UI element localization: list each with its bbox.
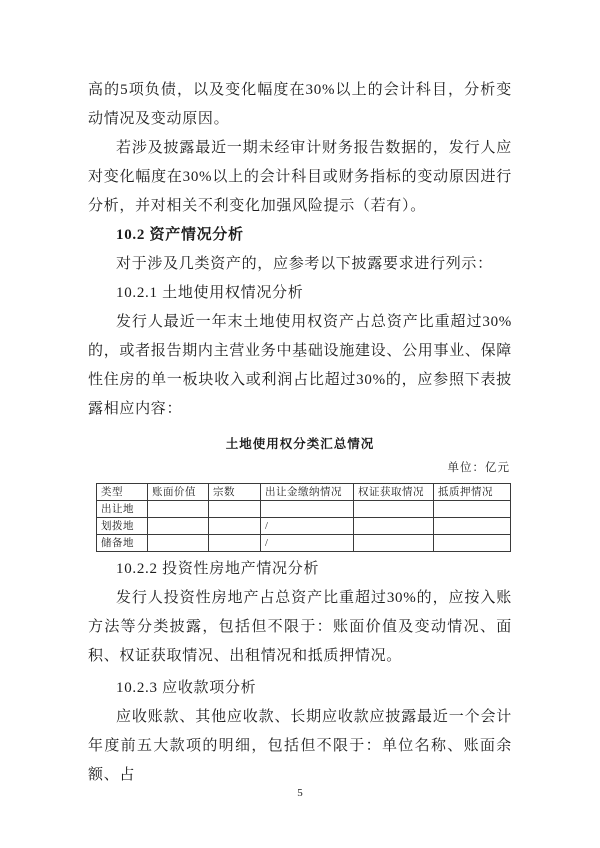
table-cell: / — [261, 535, 354, 552]
land-table-header-certificate: 权证获取情况 — [354, 484, 434, 501]
table-cell — [354, 501, 434, 518]
table-cell: / — [261, 518, 354, 535]
para-10-2-2: 发行人投资性房地产占总资产比重超过30%的，应按入账方法等分类披露，包括但不限于：账面价值及变动情况、面积、权证获取情况、出租情况和抵质押情况。 — [88, 590, 512, 664]
table-row — [97, 518, 511, 535]
land-table-header-row — [97, 484, 511, 501]
land-table-header-book-value: 账面价值 — [148, 484, 209, 501]
land-table-title: 土地使用权分类汇总情况 — [225, 437, 375, 451]
page-number: 5 — [297, 787, 303, 799]
table-cell — [148, 535, 209, 552]
table-cell — [209, 535, 261, 552]
heading-10-2-3: 10.2.3 应收款项分析 — [116, 680, 257, 696]
heading-10-2: 10.2 资产情况分析 — [116, 227, 244, 243]
table-cell: 出让地 — [97, 501, 148, 518]
table-row — [97, 501, 511, 518]
land-table-header-pledge: 抵质押情况 — [434, 484, 511, 501]
para-unaudited-data: 若涉及披露最近一期未经审计财务报告数据的，发行人应对变化幅度在30%以上的会计科目或财务指标的变动原因进行分析，并对相关不利变化加强风险提示（若有）。 — [88, 140, 512, 214]
table-cell — [261, 501, 354, 518]
table-cell: 划拨地 — [97, 518, 148, 535]
table-cell — [434, 501, 511, 518]
land-table-header-grant-fee: 出让金缴纳情况 — [261, 484, 354, 501]
table-cell: 储备地 — [97, 535, 148, 552]
land-table-header-parcel-count: 宗数 — [209, 484, 261, 501]
para-10-2-3: 应收账款、其他应收款、长期应收款应披露最近一个会计年度前五大款项的明细，包括但不限于：单位名称、账面余额、占 — [88, 709, 512, 783]
land-table-unit-label: 单位：亿元 — [447, 462, 510, 474]
land-table-body — [97, 501, 511, 552]
table-cell — [209, 501, 261, 518]
table-cell — [354, 535, 434, 552]
table-cell — [209, 518, 261, 535]
land-use-table — [96, 483, 511, 552]
heading-10-2-2: 10.2.2 投资性房地产情况分析 — [116, 561, 320, 577]
table-row — [97, 535, 511, 552]
document-content — [88, 76, 512, 790]
land-table-header-type: 类型 — [97, 484, 148, 501]
table-cell — [148, 518, 209, 535]
heading-10-2-1: 10.2.1 土地使用权情况分析 — [116, 285, 304, 301]
table-cell — [434, 518, 511, 535]
para-10-2-1: 发行人最近一年末土地使用权资产占总资产比重超过30%的，或者报告期内主营业务中基础设施建设、公用事业、保障性住房的单一板块收入或利润占比超过30%的，应参照下表披露相应内容： — [88, 314, 512, 417]
para-liabilities-continued: 高的5项负债，以及变化幅度在30%以上的会计科目，分析变动情况及变动原因。 — [88, 82, 512, 127]
table-cell — [148, 501, 209, 518]
para-10-2-intro: 对于涉及几类资产的，应参考以下披露要求进行列示： — [116, 256, 493, 272]
table-cell — [354, 518, 434, 535]
table-cell — [434, 535, 511, 552]
